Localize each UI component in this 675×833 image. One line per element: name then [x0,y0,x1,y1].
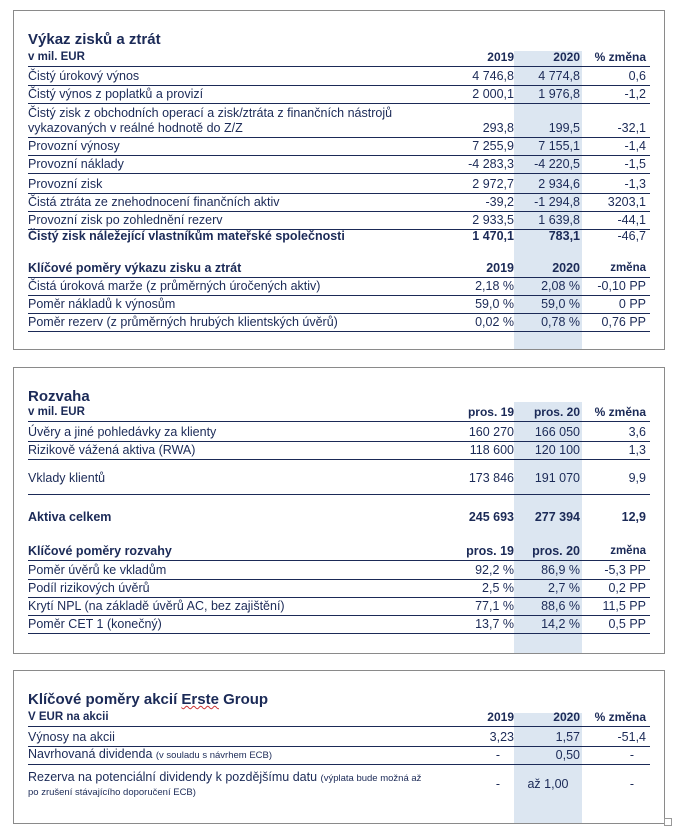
value-change: 0,2 PP [608,581,646,595]
table-row [28,177,650,194]
balance-header-row [28,406,650,422]
table-row-total [28,229,650,245]
shares-title [28,691,268,708]
value-2019: 1 470,1 [472,229,514,243]
row-label: Rizikově vážená aktiva (RWA) [28,443,196,457]
value-2019: 118 600 [469,443,514,457]
value-2019: - [495,748,500,762]
value-2020: 59,0 % [541,297,580,311]
value-2019: - [495,777,500,791]
value-change: 3203,1 [607,195,646,209]
resize-handle-icon[interactable] [664,818,672,826]
value-2019: 59,0 % [475,297,514,311]
value-2019: 293,8 [482,121,514,135]
value-2019: 245 693 [468,510,514,524]
value-change: 0,6 [628,69,646,83]
ratios-col-2020: 2020 [552,261,580,275]
value-2019: 2,5 % [482,581,514,595]
balance-ratios-header [28,544,650,561]
shares-unit: V EUR na akcii [28,711,109,723]
row-label: Poměr rezerv (z průměrných hrubých klientských úvěrů) [28,315,338,329]
value-change: -32,1 [617,121,646,135]
value-2020: 86,9 % [541,563,580,577]
balance-unit: v mil. EUR [28,406,85,418]
ratios-col-change: změna [610,545,646,557]
value-2019: 7 255,9 [472,139,514,153]
value-2020: 199,5 [548,121,580,135]
value-change: 0 PP [618,297,646,311]
shares-title-suffix: Group [218,691,269,708]
value-2020: -4 220,5 [534,157,580,171]
value-2019: 2 933,5 [472,213,514,227]
table-row [28,279,650,296]
row-label: Výnosy na akcii [28,730,115,744]
section-title: Klíčové poměry výkazu zisku a ztrát [28,261,242,275]
table-row [28,297,650,314]
table-row-total [28,510,650,526]
row-label: Podíl rizikových úvěrů [28,581,150,595]
value-change: -0,10 PP [597,279,646,293]
table-row [28,581,650,598]
shares-title-brand: Erste [181,691,219,708]
ratios-col-2019: 2019 [486,261,514,275]
value-2020: 277 394 [534,510,580,524]
table-row [28,105,650,138]
income-title: Výkaz zisků a ztrát [28,31,161,48]
row-label: Čistý úrokový výnos [28,69,140,83]
value-change: 0,76 PP [601,315,646,329]
value-2019: 13,7 % [475,617,514,631]
value-change: -1,2 [624,87,646,101]
value-2020: 2 934,6 [538,177,580,191]
value-2020: 191 070 [534,471,580,485]
section-title: Klíčové poměry rozvahy [28,544,172,558]
value-2020: 2,7 % [548,581,580,595]
value-2020: 14,2 % [541,617,580,631]
row-label: Aktiva celkem [28,510,112,524]
row-label: Poměr CET 1 (konečný) [28,617,162,631]
shares-col-change: % změna [594,710,646,724]
value-change: -5,3 PP [604,563,646,577]
value-2020: 7 155,1 [538,139,580,153]
row-label [28,747,458,763]
row-label: Čistá ztráta ze znehodnocení finančních aktiv [28,195,280,209]
row-label: Čistý zisk náležející vlastníkům mateřské společnosti [28,229,345,243]
shares-header-row [28,711,650,727]
value-2020: 166 050 [534,425,580,439]
value-2020: 120 100 [534,443,580,457]
table-row [28,443,650,460]
value-2019: 160 270 [468,425,514,439]
shares-col-2019: 2019 [487,710,514,724]
row-label: Úvěry a jiné pohledávky za klienty [28,425,217,439]
row-label: Vklady klientů [28,471,106,485]
ratios-col-2019: pros. 19 [466,544,514,558]
value-change: 11,5 PP [602,599,646,613]
value-change: 9,9 [628,471,646,485]
value-2019: 77,1 % [475,599,514,613]
value-change: -51,4 [617,730,646,744]
value-change: 12,9 [621,510,646,524]
row-label-main: Rezerva na potenciální dividendy k pozdějšímu datu [28,770,318,784]
row-note: (v souladu s návrhem ECB) [155,750,273,761]
value-2020: 4 774,8 [538,69,580,83]
table-row [28,461,650,495]
row-label: Čistá úroková marže (z průměrných úročených aktiv) [28,279,321,293]
value-2020: 2,08 % [541,279,580,293]
table-row [28,157,650,174]
table-row [28,770,650,800]
value-change: - [629,777,634,791]
row-label: Krytí NPL (na základě úvěrů AC, bez zajištění) [28,599,285,613]
value-2020: 0,50 [555,748,580,762]
row-label: Čistý výnos z poplatků a provizí [28,87,204,101]
table-row [28,139,650,156]
value-change: 1,3 [628,443,646,457]
table-row [28,69,650,86]
income-unit: v mil. EUR [28,51,85,63]
value-2019: -4 283,3 [468,157,514,171]
table-row [28,599,650,616]
table-row [28,563,650,580]
value-change: 0,5 PP [608,617,646,631]
share-ratios-panel [13,670,665,824]
value-change: -1,5 [624,157,646,171]
shares-title-prefix: Klíčové poměry akcií [28,691,182,708]
row-label: Poměr úvěrů ke vkladům [28,563,167,577]
value-change: -1,3 [624,177,646,191]
value-2019: -39,2 [485,195,514,209]
value-2020: 1,57 [555,730,580,744]
row-label-main: Navrhovaná dividenda [28,747,153,761]
income-col-2019: 2019 [487,50,514,64]
value-change: -46,7 [617,229,646,243]
value-2019: 2,18 % [475,279,514,293]
value-2019: 173 846 [468,471,514,485]
value-change: -44,1 [617,213,646,227]
table-row [28,315,650,332]
balance-sheet-panel [13,367,665,654]
table-row [28,617,650,634]
value-change: -1,4 [624,139,646,153]
row-label: Provozní zisk po zohlednění rezerv [28,213,223,227]
value-change: - [629,748,634,762]
row-label [28,771,428,799]
income-ratios-header [28,261,650,278]
value-2020: 0,78 % [541,315,580,329]
income-col-change: % změna [594,50,646,64]
table-row [28,195,650,212]
row-label: Provozní výnosy [28,139,120,153]
balance-col-change: % změna [594,405,646,419]
table-row [28,425,650,442]
row-note: (výplata bude možná až po zrušení stávajícího doporučení ECB) [28,773,422,798]
value-2019: 0,02 % [475,315,514,329]
income-col-2020: 2020 [553,50,580,64]
row-label: Provozní zisk [28,177,103,191]
balance-title: Rozvaha [28,388,90,405]
balance-col-2020: pros. 20 [533,405,580,419]
value-2019: 2 000,1 [472,87,514,101]
value-2020: až 1,00 [527,777,569,791]
income-header-row [28,51,650,67]
row-label: Poměr nákladů k výnosům [28,297,176,311]
ratios-col-change: změna [610,262,646,274]
value-2019: 3,23 [489,730,514,744]
value-2020: -1 294,8 [534,195,580,209]
row-label: Čistý zisk z obchodních operací a zisk/ztráta z finančních nástrojů vykazovaných v reálné hodnotě do Z/Z [28,106,393,135]
value-2020: 1 976,8 [538,87,580,101]
value-2020: 783,1 [548,229,580,243]
table-row [28,748,650,765]
value-2020: 88,6 % [541,599,580,613]
value-2019: 92,2 % [475,563,514,577]
ratios-col-2020: pros. 20 [532,544,580,558]
row-label: Provozní náklady [28,157,124,171]
value-2020: 1 639,8 [538,213,580,227]
table-row [28,730,650,747]
value-change: 3,6 [628,425,646,439]
value-2019: 2 972,7 [472,177,514,191]
table-row [28,213,650,230]
shares-col-2020: 2020 [553,710,580,724]
income-statement-panel [13,10,665,350]
balance-col-2019: pros. 19 [467,405,514,419]
value-2019: 4 746,8 [472,69,514,83]
table-row [28,87,650,104]
